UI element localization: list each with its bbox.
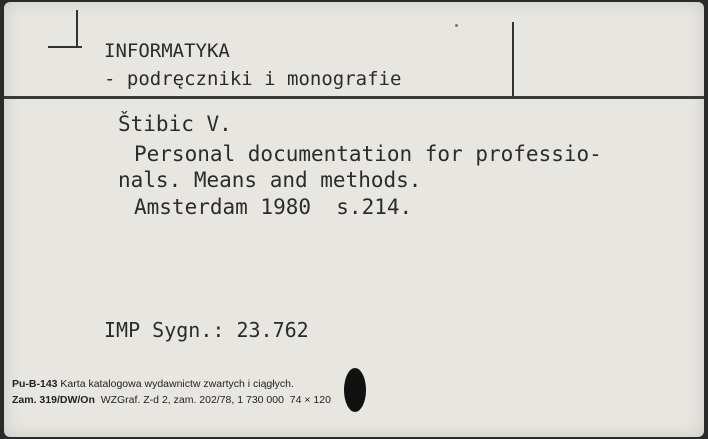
imprint: Amsterdam 1980 s.214.	[134, 195, 413, 219]
footer-form-title: Karta katalogowa wydawnictw zwartych i ciągłych.	[57, 378, 294, 390]
catalog-card	[4, 2, 704, 437]
subject-subheading: - podręczniki i monografie	[104, 68, 402, 90]
card-punch-hole	[344, 368, 366, 412]
footer-line-1	[12, 378, 294, 390]
footer-line-2	[12, 394, 331, 406]
title-line-2: nals. Means and methods.	[118, 168, 422, 192]
footer-form-code: Pu-B-143	[12, 378, 58, 390]
paper-speck	[455, 24, 458, 27]
tick-dash	[48, 46, 82, 48]
footer-printer-info: WZGraf. Z-d 2, zam. 202/78, 1 730 000 74 × 120	[94, 394, 331, 406]
subject-heading: INFORMATYKA	[104, 40, 230, 62]
tick-mark	[76, 10, 78, 48]
header-divider-horizontal	[4, 96, 704, 99]
title-line-1: Personal documentation for professio-	[134, 142, 602, 166]
header-divider-vertical	[512, 22, 514, 96]
call-number: IMP Sygn.: 23.762	[104, 318, 309, 342]
author: Štibic V.	[118, 112, 232, 136]
footer-order-code: Zam. 319/DW/On	[12, 394, 95, 406]
